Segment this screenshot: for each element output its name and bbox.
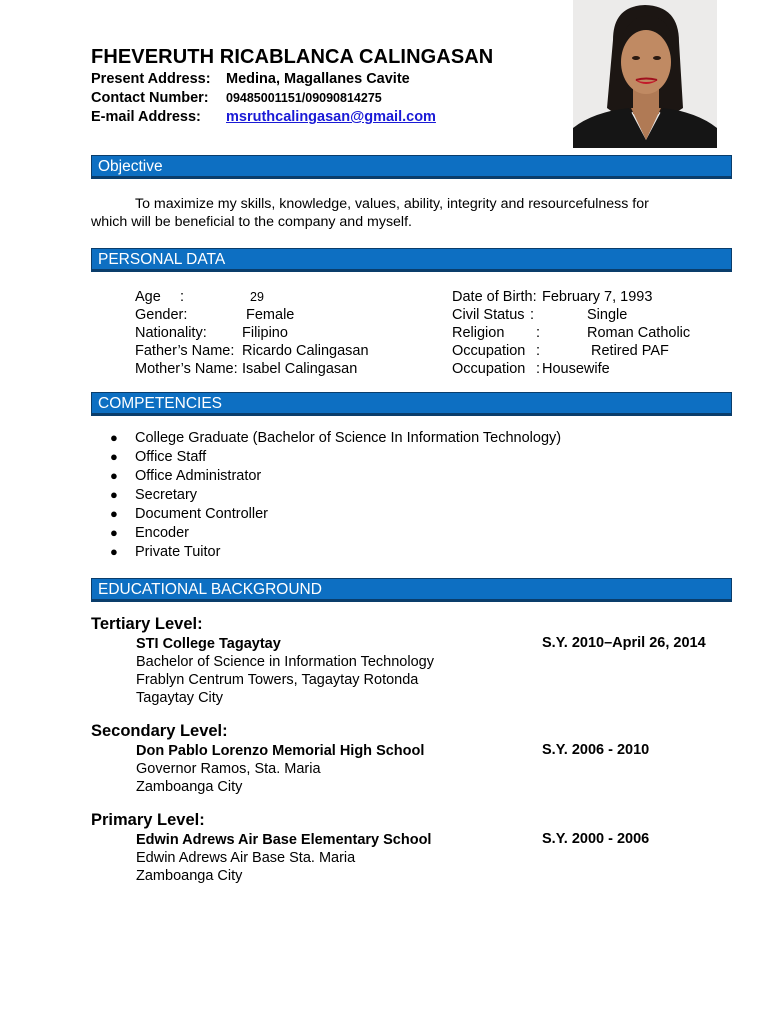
field-sep: : [536, 361, 541, 377]
section-header-personal-data: PERSONAL DATA [91, 248, 732, 270]
email-link[interactable]: msruthcalingasan@gmail.com [226, 109, 436, 125]
personal-right-column [452, 288, 690, 378]
section-header-competencies: COMPETENCIES [91, 392, 732, 414]
school-year: S.Y. 2010–April 26, 2014 [542, 635, 706, 651]
tertiary-level-heading: Tertiary Level: [91, 615, 203, 633]
personal-row [452, 306, 690, 324]
secondary-school-block [136, 742, 424, 796]
list-item [110, 504, 561, 523]
address-value: Medina, Magallanes Cavite [226, 71, 410, 87]
objective-text [91, 195, 711, 231]
bullet-icon: ● [110, 430, 118, 445]
field-value: Housewife [542, 361, 610, 377]
list-item [110, 466, 561, 485]
field-value: Roman Catholic [587, 325, 691, 341]
personal-row [135, 342, 369, 360]
field-sep: : [536, 325, 541, 341]
email-label: E-mail Address: [91, 109, 201, 125]
school-year: S.Y. 2000 - 2006 [542, 831, 650, 847]
field-value: Retired PAF [591, 343, 669, 359]
school-detail: Bachelor of Science in Information Technology [136, 654, 434, 670]
address-row [91, 71, 410, 87]
field-label: Nationality: [135, 325, 207, 341]
list-item [110, 428, 561, 447]
applicant-photo [573, 0, 717, 148]
bullet-icon: ● [110, 487, 118, 502]
list-item-text: Encoder [135, 525, 190, 541]
list-item-text: Office Administrator [135, 468, 262, 484]
personal-left-column [135, 288, 369, 378]
field-sep: : [536, 343, 541, 359]
list-item-text: College Graduate (Bachelor of Science In Information Technology) [135, 430, 562, 446]
bullet-icon: ● [110, 449, 118, 464]
school-detail: Governor Ramos, Sta. Maria [136, 761, 321, 777]
list-item [110, 485, 561, 504]
list-item [110, 447, 561, 466]
contact-value: 09485001151/09090814275 [226, 91, 382, 105]
personal-row [135, 306, 369, 324]
section-header-education: EDUCATIONAL BACKGROUND [91, 578, 732, 600]
bullet-icon: ● [110, 525, 118, 540]
personal-row [452, 342, 690, 360]
personal-row [452, 360, 690, 378]
contact-row [91, 90, 382, 106]
primary-level-heading: Primary Level: [91, 811, 205, 829]
personal-row [135, 288, 369, 306]
bullet-icon: ● [110, 544, 118, 559]
address-label: Present Address: [91, 71, 211, 87]
bullet-icon: ● [110, 506, 118, 521]
field-value: Filipino [242, 325, 288, 341]
field-sep: : [180, 289, 185, 305]
school-year: S.Y. 2006 - 2010 [542, 742, 650, 758]
school-name: Edwin Adrews Air Base Elementary School [136, 832, 432, 848]
field-value: Single [587, 307, 628, 323]
school-detail: Frablyn Centrum Towers, Tagaytay Rotonda [136, 672, 419, 688]
personal-row [135, 324, 369, 342]
objective-line-2: which will be beneficial to the company and myself. [91, 214, 412, 230]
field-value: 29 [250, 290, 264, 304]
field-label: Age [135, 289, 161, 305]
field-value: Ricardo Calingasan [242, 343, 369, 359]
field-label: Date of Birth: [452, 289, 537, 305]
school-detail: Zamboanga City [136, 779, 243, 795]
field-value: Female [246, 307, 295, 323]
field-label: Mother’s Name: [135, 361, 238, 377]
competencies-list [110, 428, 561, 561]
field-label: Religion [452, 325, 505, 341]
personal-row [135, 360, 369, 378]
field-sep: : [530, 307, 535, 323]
school-detail: Zamboanga City [136, 868, 243, 884]
school-detail: Edwin Adrews Air Base Sta. Maria [136, 850, 356, 866]
primary-school-block [136, 831, 431, 885]
personal-row [452, 324, 690, 342]
email-row [91, 109, 436, 125]
secondary-level-heading: Secondary Level: [91, 722, 228, 740]
field-label: Occupation [452, 361, 526, 377]
personal-row [452, 288, 690, 306]
applicant-name: FHEVERUTH RICABLANCA CALINGASAN [91, 46, 494, 68]
school-name: STI College Tagaytay [136, 636, 281, 652]
tertiary-school-block [136, 635, 434, 707]
objective-line-1: To maximize my skills, knowledge, values, ability, integrity and resourcefulness for [135, 196, 649, 212]
field-label: Father’s Name: [135, 343, 235, 359]
list-item-text: Secretary [135, 487, 198, 503]
contact-label: Contact Number: [91, 90, 209, 106]
field-label: Civil Status [452, 307, 525, 323]
field-value: Isabel Calingasan [242, 361, 358, 377]
bullet-icon: ● [110, 468, 118, 483]
field-value: February 7, 1993 [542, 289, 653, 305]
list-item-text: Document Controller [135, 506, 268, 522]
school-detail: Tagaytay City [136, 690, 224, 706]
list-item-text: Office Staff [135, 449, 207, 465]
field-label: Gender: [135, 307, 188, 323]
section-header-objective: Objective [91, 155, 732, 177]
field-label: Occupation [452, 343, 526, 359]
list-item [110, 542, 561, 561]
school-name: Don Pablo Lorenzo Memorial High School [136, 743, 425, 759]
list-item-text: Private Tuitor [135, 544, 221, 560]
list-item [110, 523, 561, 542]
